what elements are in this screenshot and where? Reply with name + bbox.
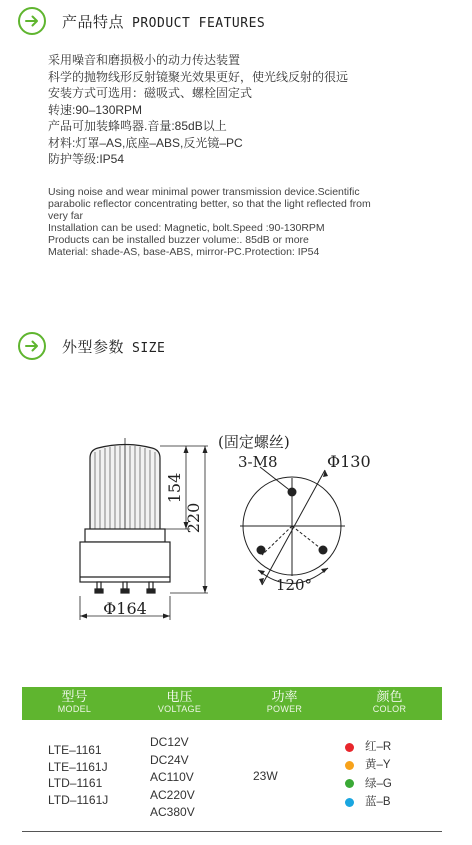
base-diameter-label: Φ164 [103,599,147,618]
feature-cn-line: 安装方式可选用：磁吸式、螺栓固定式 [48,86,253,100]
arrow-right-icon [18,7,46,35]
dimension-drawing [0,420,472,630]
color-label: 绿–G [365,777,392,790]
voltage-item: AC110V [150,770,194,784]
feature-cn-line: 产品可加装蜂鸣器.音量:85dB以上 [48,119,227,133]
color-option-blue [345,793,392,811]
lamp-side-view [80,438,170,593]
voltage-item: DC24V [150,752,189,767]
blue-dot-icon [345,798,354,807]
col-model-zh: 型号 [61,689,88,704]
height-220-label: 220 [184,502,203,534]
feature-en-line: Material: shade-AS, base-ABS, mirror-PC.Protection: IP54 [48,246,320,258]
features-section-header [18,7,265,35]
color-option-red [345,738,392,756]
feature-cn-line: 转速:90–130RPM [48,102,143,117]
color-label: 红–R [365,741,392,753]
lamp-top-view [240,467,345,585]
col-color-en: COLOR [372,704,407,714]
features-en-list [48,186,448,258]
col-power [232,687,337,720]
features-title [62,11,265,32]
features-title-en: PRODUCT FEATURES [132,15,266,31]
feature-cn-line: 采用噪音和磨损极小的动力传达装置 [48,53,241,67]
feature-cn-line: 防护等级:IP54 [48,152,125,166]
color-label: 蓝–B [365,795,391,808]
top-diameter-label: Φ130 [327,452,371,471]
feature-en-line: Installation can be used: Magnetic, bolt.Speed :90-130RPM [48,222,325,234]
features-cn-list [48,52,458,168]
feature-cn-line: 材料:灯罩–AS,底座–ABS,反光镜–PC [48,135,243,150]
col-model [22,687,127,720]
col-model-en: MODEL [57,704,92,714]
voltage-item: AC220V [150,787,195,802]
size-title-cn: 外型参数 [62,338,125,356]
model-item: LTE–1161J [48,759,108,774]
voltage-item: DC12V [150,735,189,749]
yellow-dot-icon [345,761,354,770]
power-cell: 23W [253,769,278,783]
red-dot-icon [345,743,354,752]
feature-cn-line: 科学的抛物线形反射镜聚光效果更好，使光线反射的很远 [48,69,349,84]
model-cell [48,742,108,808]
col-voltage [127,687,232,720]
feature-en-line: very far [48,210,84,222]
col-power-zh: 功率 [271,689,298,704]
voltage-cell [150,734,195,822]
col-color [337,687,442,720]
col-voltage-zh: 电压 [166,689,193,704]
arrow-right-icon [18,332,46,360]
table-bottom-rule [22,831,442,832]
size-section-header [18,332,165,360]
feature-en-line: Using noise and wear minimal power transmission device.Scientific [48,186,360,198]
color-label: 黄–Y [365,759,391,772]
color-cell [345,738,392,811]
model-item: LTD–1161 [48,776,103,790]
voltage-item: AC380V [150,805,195,819]
screw-spec-label: 3-M8 [238,453,278,471]
color-option-green [345,775,392,793]
model-item: LTE–1161 [48,743,102,757]
model-item: LTD–1161J [48,792,109,807]
feature-en-line: parabolic reflector concentrating better, so that the light reflected from [48,198,371,210]
size-title [62,336,165,357]
angle-label: 120° [275,576,313,594]
features-title-cn: 产品特点 [62,13,125,31]
col-voltage-en: VOLTAGE [157,704,202,714]
col-color-zh: 颜色 [376,689,403,704]
fix-screw-note: (固定螺丝) [218,433,290,451]
size-title-en: SIZE [132,340,166,356]
col-power-en: POWER [266,704,303,714]
height-154-label: 154 [165,472,184,504]
green-dot-icon [345,779,354,788]
spec-table-header [22,687,442,720]
color-option-yellow [345,756,392,774]
feature-en-line: Products can be installed buzzer volume:. 85dB or more [48,234,309,246]
